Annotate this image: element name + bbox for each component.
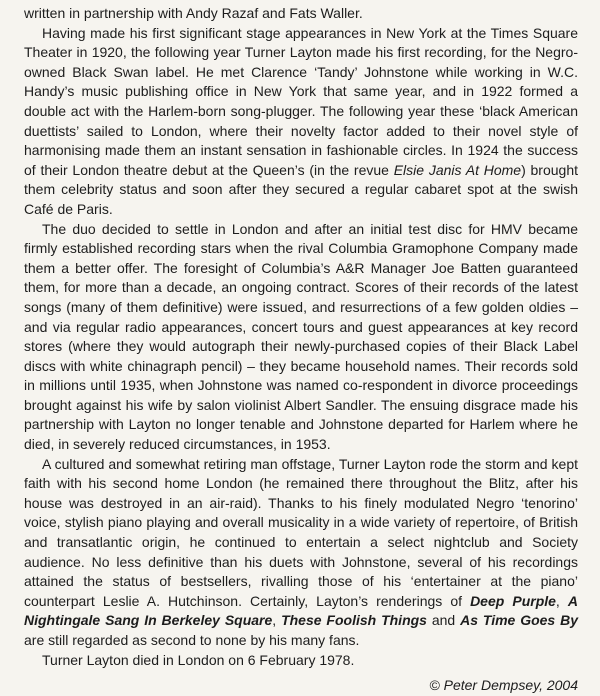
paragraph-text: are still regarded as second to none by his many fans. xyxy=(24,632,360,648)
paragraph-later-career xyxy=(24,455,578,651)
separator-text: , xyxy=(272,612,282,629)
paragraph-intro-fragment xyxy=(24,4,578,24)
song-title: A Nightingale Sang In Berkeley Square xyxy=(24,592,578,629)
paragraph-early-career xyxy=(24,24,578,220)
paragraph-text: Having made his first significant stage appearances in New York at the Times Square Theater in 1920, the following year Turner Layton made his first recording, for the Negro-owned Black Swan label. He met Clarence ‘Tandy’ Johnstone while working in W.C. Handy’s music publishing office in New York that same year, and in 1922 formed a double act with the Harlem-born song-plugger. The following year these ‘black American duettists’ sailed to London, where their novelty factor added to their novel style of harmonising made them an instant sensation in fashionable circles. In 1924 the success of their London theatre debut at the Queen’s (in the revue xyxy=(24,24,578,178)
song-title: As Time Goes By xyxy=(460,612,579,629)
paragraph-london-career xyxy=(24,220,578,455)
copyright-credit: © Peter Dempsey, 2004 xyxy=(429,677,578,694)
paragraph-text: A cultured and somewhat retiring man offstage, Turner Layton rode the storm and kept faith with his second home London (he remained there throughout the Blitz, after his house was destroyed in an air-raid). Thanks to his finely modulated Negro ‘tenorino’ voice, stylish piano playing and overall musicality in a wide variety of repertoire, of British and transatlantic origin, he continued to entertain a select nightclub and Society audience. No less definitive than his duets with Johnstone, several of his recordings attained the status of bestsellers, rivalling those of his ‘entertainer at the piano’ counterpart Leslie A. Hutchinson. Certainly, Layton’s renderings of xyxy=(24,455,578,609)
paragraph-text: written in partnership with Andy Razaf and Fats Waller. xyxy=(24,5,363,21)
revue-title: Elsie Janis At Home xyxy=(393,161,522,178)
paragraph-death xyxy=(24,651,578,671)
paragraph-text: ) brought them celebrity status and soon after they secured a regular cabaret spot at the swish Café de Paris. xyxy=(24,161,579,217)
song-title: Deep Purple xyxy=(470,592,556,609)
separator-text: , xyxy=(555,592,568,609)
separator-text: and xyxy=(426,612,461,629)
song-title: These Foolish Things xyxy=(281,612,427,629)
paragraph-text: Turner Layton died in London on 6 February 1978. xyxy=(42,651,355,668)
paragraph-text: The duo decided to settle in London and after an initial test disc for HMV became firmly established recording stars when the rival Columbia Gramophone Company made them a better offer. The foresight of Columbia’s A&R Manager Joe Batten guaranteed them, for more than a decade, an ongoing contract. Scores of their records of the latest songs (many of them definitive) were issued, and resurrections of a few golden oldies – and via regular radio appearances, concert tours and guest appearances at key record stores (where they would autograph their newly-purchased copies of their Black Label discs with white chinagraph pencil) – they became household names. Their records sold in millions until 1935, when Johnstone was named co-respondent in divorce proceedings brought against his wife by salon violinist Albert Sandler. The ensuing disgrace made his partnership with Layton no longer tenable and Johnstone departed for Harlem where he died, in severely reduced circumstances, in 1953. xyxy=(24,220,578,453)
